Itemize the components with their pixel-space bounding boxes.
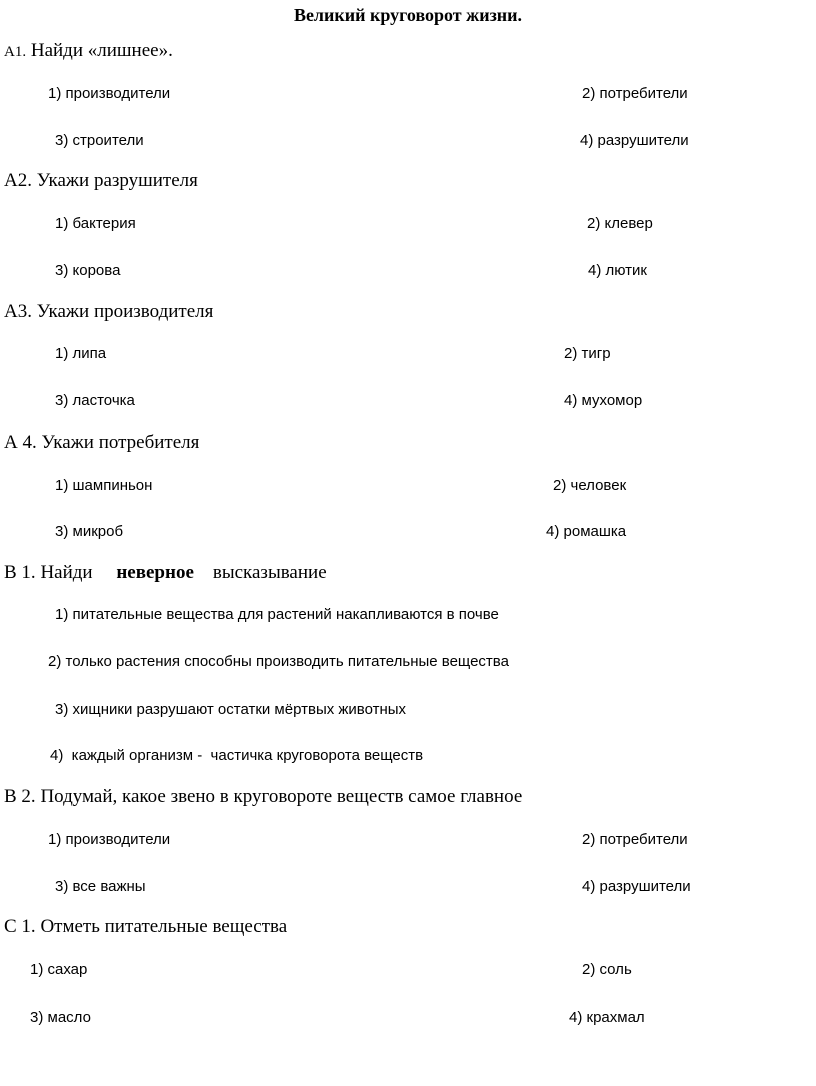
question-b2 (4, 786, 522, 808)
question-number: А1. (4, 44, 27, 60)
question-number: С 1. (4, 916, 36, 937)
option-1: 1) производители (48, 85, 171, 102)
question-emphasis: неверное (116, 562, 194, 583)
question-a1 (4, 40, 173, 62)
option-4: 4) крахмал (569, 1009, 645, 1026)
option-3: 3) все важны (55, 878, 146, 895)
option-3: 3) корова (55, 262, 121, 279)
question-number: В 1. (4, 562, 36, 583)
question-number: А2. (4, 170, 32, 191)
option-2: 2) соль (582, 961, 632, 978)
option-1: 1) шампиньон (55, 477, 153, 494)
question-number: А 4. (4, 432, 37, 453)
question-text: Укажи потребителя (41, 432, 200, 453)
option-2: 2) потребители (582, 831, 688, 848)
question-a2 (4, 170, 198, 192)
question-text-start: Найди (40, 562, 93, 583)
option-3: 3) масло (30, 1009, 91, 1026)
option-4: 4) каждый организм - частичка круговорота веществ (50, 747, 424, 764)
question-b1 (4, 562, 327, 584)
question-a4 (4, 432, 199, 454)
question-text: Найди «лишнее». (30, 40, 173, 61)
option-4: 4) лютик (588, 262, 647, 279)
option-1: 1) бактерия (55, 215, 136, 232)
option-2: 2) потребители (582, 85, 688, 102)
option-3: 3) строители (55, 132, 144, 149)
option-1: 1) сахар (30, 961, 88, 978)
option-4: 4) разрушители (580, 132, 689, 149)
option-2: 2) человек (553, 477, 627, 494)
option-1: 1) липа (55, 345, 107, 362)
question-number: А3. (4, 301, 32, 322)
question-c1 (4, 916, 287, 938)
question-text: Отметь питательные вещества (40, 916, 288, 937)
question-text: Подумай, какое звено в круговороте веществ самое главное (40, 786, 523, 807)
option-1: 1) питательные вещества для растений накапливаются в почве (55, 606, 499, 623)
question-a3 (4, 301, 213, 323)
option-3: 3) ласточка (55, 392, 135, 409)
option-3: 3) микроб (55, 523, 124, 540)
option-2: 2) только растения способны производить питательные вещества (48, 653, 509, 670)
question-text: Укажи производителя (36, 301, 214, 322)
option-2: 2) клевер (587, 215, 653, 232)
question-text-end: высказывание (212, 562, 327, 583)
option-4: 4) ромашка (546, 523, 627, 540)
option-3: 3) хищники разрушают остатки мёртвых животных (55, 701, 407, 718)
page-title: Великий круговорот жизни. (293, 5, 523, 25)
option-1: 1) производители (48, 831, 171, 848)
option-4: 4) разрушители (582, 878, 691, 895)
question-text: Укажи разрушителя (36, 170, 198, 191)
question-number: В 2. (4, 786, 36, 807)
option-2: 2) тигр (564, 345, 611, 362)
option-4: 4) мухомор (564, 392, 643, 409)
